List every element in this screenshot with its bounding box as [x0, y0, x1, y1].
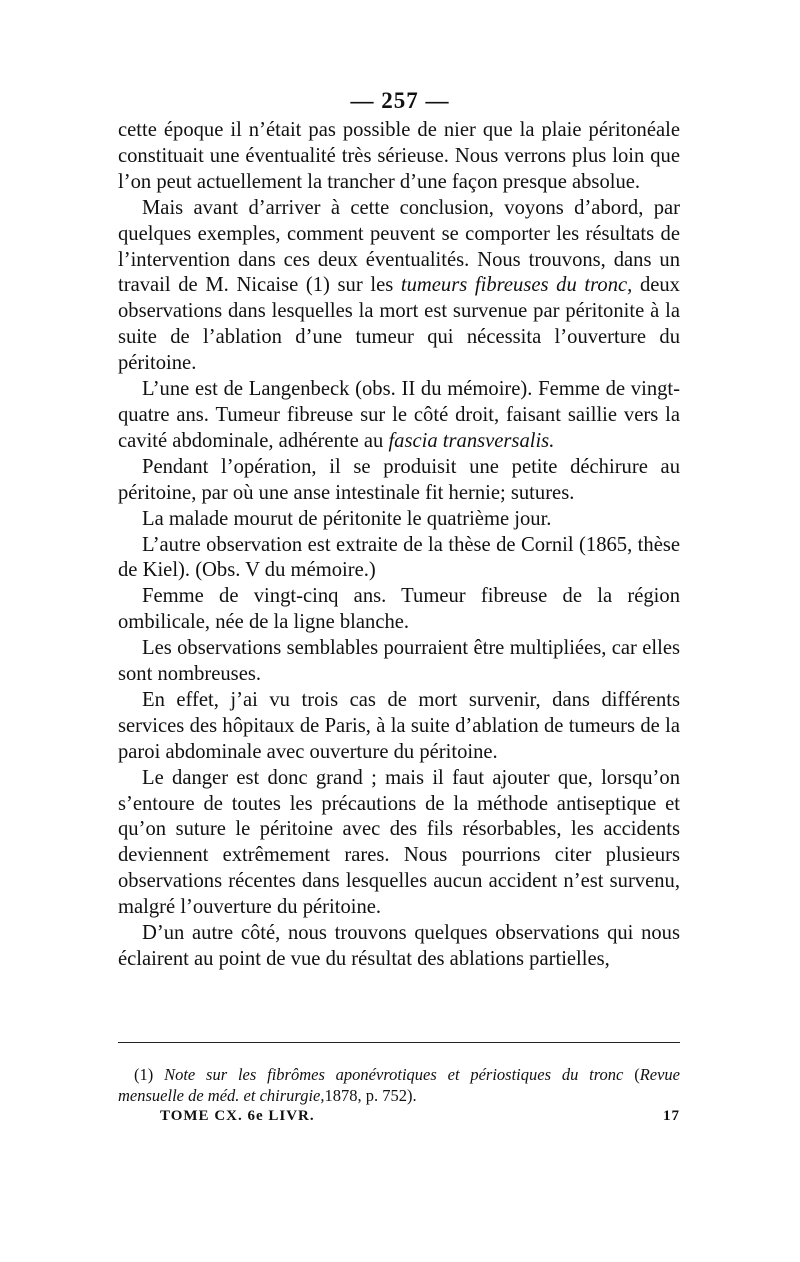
page-number: — 257 —	[350, 88, 450, 113]
paragraph-3-text: L’une est de Langenbeck (obs. II du mémoire). Femme de vingt-quatre ans. Tumeur fibreuse sur le côté droit, faisant saillie vers la cavité abdominale, adhérente au	[118, 378, 680, 452]
footnote-divider	[118, 1042, 680, 1043]
paragraph-3-italic-term: fascia transversalis.	[388, 429, 555, 452]
footnote-title: Note sur les fibrômes aponévrotiques et périostiques du tronc	[164, 1065, 624, 1084]
footnote	[118, 1064, 680, 1106]
paragraph-1: cette époque il n’était pas possible de nier que la plaie péritonéale constituait une éventualité très sérieuse. Nous verrons plus loin que l’on peut actuellement la trancher d’une façon presque absolue.	[118, 119, 680, 193]
paragraph-6: L’autre observation est extraite de la thèse de Cornil (1865, thèse de Kiel). (Obs. V du mémoire.)	[118, 533, 680, 582]
paragraph-2	[118, 196, 680, 377]
paragraph-3	[118, 377, 680, 455]
signature-volume: TOME CX. 6e LIVR.	[160, 1108, 315, 1124]
signature-sheet-number: 17	[663, 1108, 680, 1124]
paragraph-10: Le danger est donc grand ; mais il faut ajouter que, lorsqu’on s’entoure de toutes les précautions de la méthode antiseptique et qu’on suture le péritoine avec des fils résorbables, les accidents deviennent extrêmement rares. Nous pourrions citer plusieurs observations récentes dans lesquelles aucun accident n’est survenu, malgré l’ouverture du péritoine.	[118, 766, 680, 919]
paragraph-5: La malade mourut de péritonite le quatrième jour.	[142, 507, 552, 530]
paragraph-4: Pendant l’opération, il se produisit une petite déchirure au péritoine, par où une anse intestinale fit hernie; sutures.	[118, 455, 680, 504]
paragraph-9: En effet, j’ai vu trois cas de mort survenir, dans différents services des hôpitaux de Paris, à la suite d’ablation de tumeurs de la paroi abdominale avec ouverture du péritoine.	[118, 688, 680, 763]
body-text	[118, 118, 680, 973]
paragraph-2-text-a: Mais avant d’arriver à cette conclusion, voyons d’abord, par quelques exemples, comment peuvent se comporter les résultats de l’intervention dans ces deux éventualités. Nous trouvons, dans un travail de M. Nicaise (1) sur les	[118, 196, 680, 297]
footnote-open-paren: (	[623, 1065, 640, 1084]
footnote-citation: 1878, p. 752).	[324, 1086, 417, 1105]
footnote-marker: (1)	[134, 1065, 154, 1084]
paragraph-11: D’un autre côté, nous trouvons quelques observations qui nous éclairent au point de vue du résultat des ablations partielles,	[118, 922, 680, 970]
paragraph-2-text-b: deux observations dans lesquelles la mort est survenue par péritonite à la suite de l’ablation d’une tumeur qui nécessita l’ouverture du péritoine.	[118, 274, 680, 375]
footnote-journal: Revue mensuelle de méd. et chirurgie,	[118, 1065, 681, 1105]
paragraph-8: Les observations semblables pourraient être multipliées, car elles sont nombreuses.	[118, 637, 680, 686]
paragraph-7: Femme de vingt-cinq ans. Tumeur fibreuse de la région ombilicale, née de la ligne blanche.	[118, 585, 680, 634]
paragraph-2-italic-title: tumeurs fibreuses du tronc,	[400, 274, 633, 297]
